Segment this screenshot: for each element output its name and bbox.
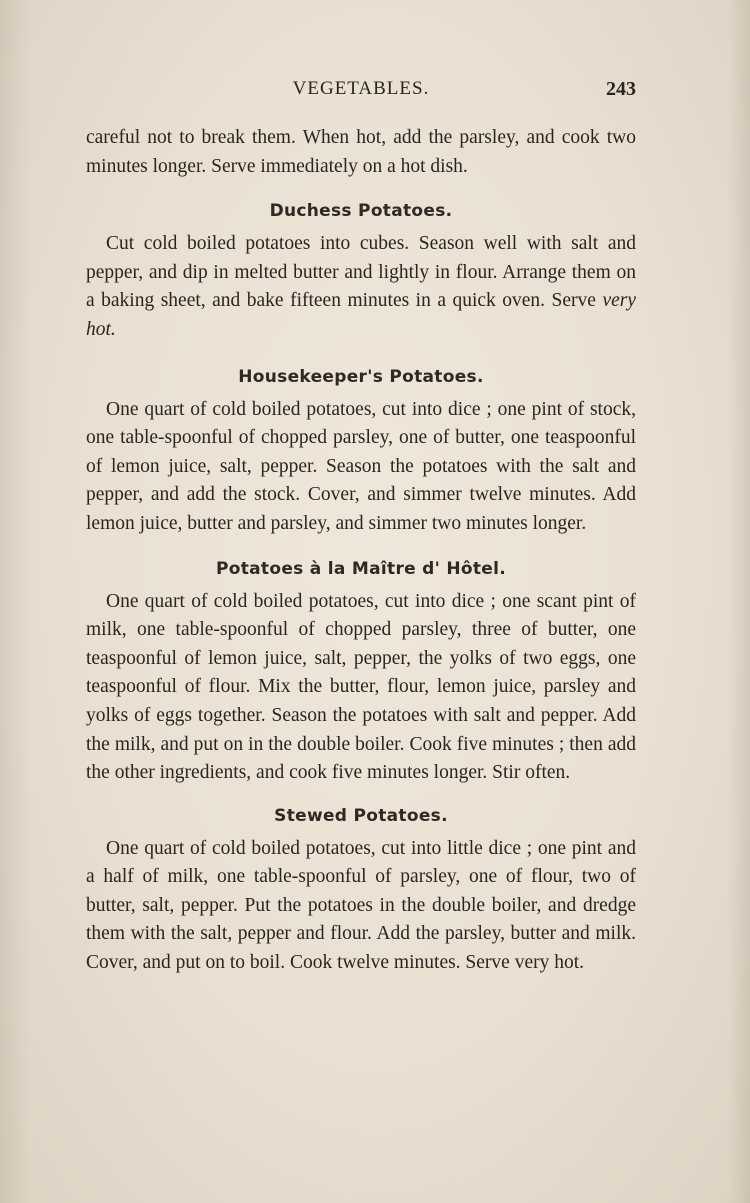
recipe-title-maitre-d-hotel: Potatoes à la Maître d' Hôtel. bbox=[215, 558, 507, 579]
page-shadow-left bbox=[0, 0, 30, 1203]
page-number: 243 bbox=[606, 78, 636, 100]
recipe-title-duchess-potatoes: Duchess Potatoes. bbox=[269, 201, 453, 222]
page-shadow-right bbox=[728, 0, 750, 1203]
recipe-text-stewed-potatoes: One quart of cold boiled potatoes, cut into little dice ; one pint and a half of milk, one table-spoonful of parsley, one of flour, two of butter, salt, pepper. Put the potatoes in the double boiler, and dredge them with the salt, pepper and flour. Add the parsley, butter and milk. Cover, and put on to boil. Cook twelve minutes. Serve very hot. bbox=[86, 837, 636, 974]
recipe-text-duchess-body: Cut cold boiled potatoes into cubes. Season well with salt and pepper, and dip in melted butter and lightly in flour. Arrange them on a baking sheet, and bake fifteen minutes in a quick oven. Serve bbox=[86, 233, 636, 312]
running-title: VEGETABLES. bbox=[292, 78, 430, 99]
page-content bbox=[86, 124, 636, 978]
continued-paragraph: careful not to break them. When hot, add the parsley, and cook two minutes longer. Serve immediately on a hot dish. bbox=[86, 127, 636, 177]
recipe-text-duchess-potatoes bbox=[86, 230, 636, 344]
recipe-text-maitre-d-hotel: One quart of cold boiled potatoes, cut into dice ; one scant pint of milk, one table-spoonful of chopped parsley, three of butter, one teaspoonful of lemon juice, salt, pepper, the yolks of two eggs, one teaspoonful of flour. Mix the butter, flour, lemon juice, parsley and yolks of eggs together. Season the potatoes with salt and pepper. Add the milk, and put on in the double boiler. Cook five minutes ; then add the other ingredients, and cook five minutes longer. Stir often. bbox=[86, 590, 636, 784]
running-head bbox=[86, 76, 636, 102]
recipe-text-housekeepers-potatoes: One quart of cold boiled potatoes, cut into dice ; one pint of stock, one table-spoonful of chopped parsley, one of butter, one teaspoonful of lemon juice, salt, pepper. Season the potatoes with the salt and pepper, and add the stock. Cover, and simmer twelve minutes. Add lemon juice, butter and parsley, and simmer two minutes longer. bbox=[86, 398, 636, 534]
recipe-text-duchess-emphasis: very hot. bbox=[86, 290, 636, 340]
recipe-title-stewed-potatoes: Stewed Potatoes. bbox=[274, 805, 448, 826]
recipe-title-housekeepers-potatoes: Housekeeper's Potatoes. bbox=[238, 366, 484, 387]
